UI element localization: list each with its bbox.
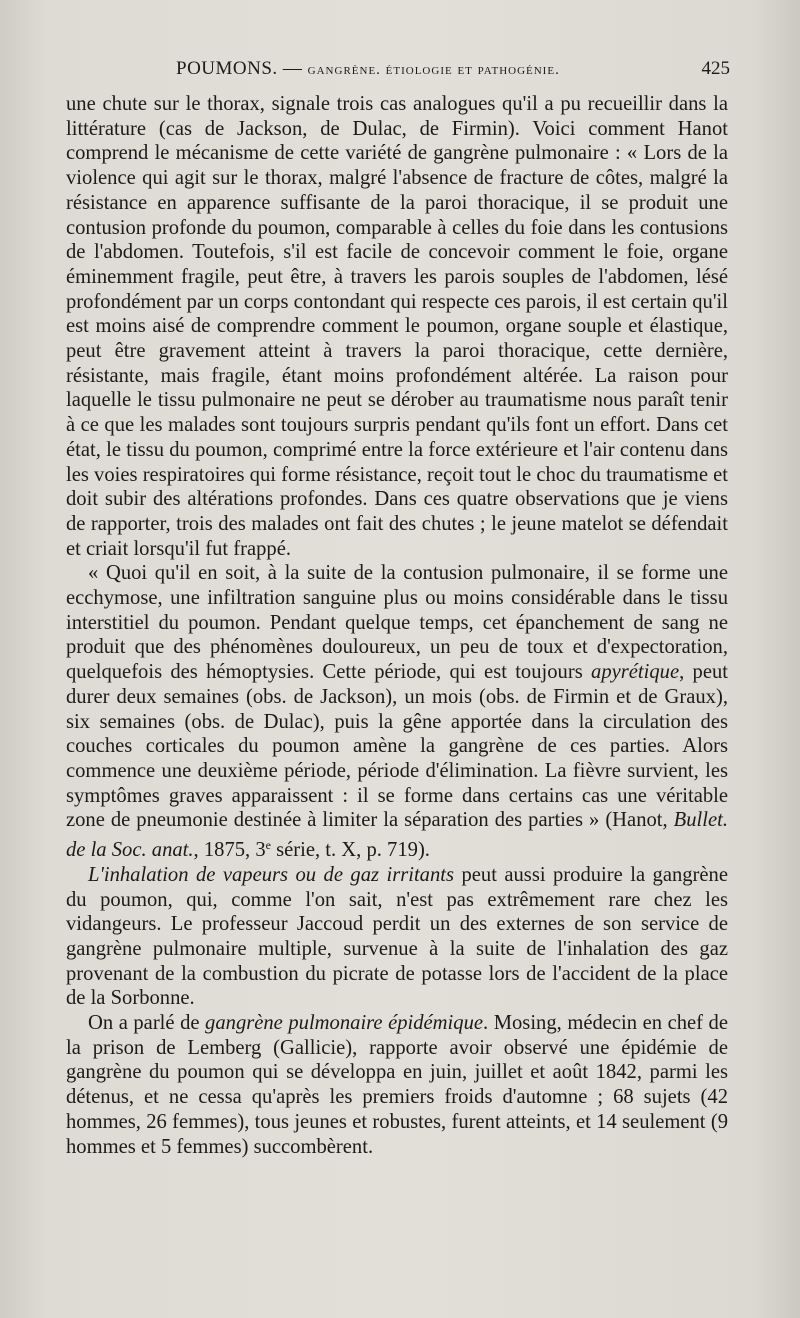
paragraph-4-italic-heading: gangrène pulmonaire épidémique xyxy=(205,1012,484,1035)
paragraph-2-superscript: e xyxy=(265,838,271,853)
paragraph-2 xyxy=(66,561,728,862)
running-header xyxy=(66,58,730,86)
paragraph-4-text-b: . Mosing, médecin en chef de la prison de Lemberg (Gallicie), rapporte avoir observé une épidémie de gangrène du poumon qui se développa en juin, juillet et août 1842, parmi les détenus, et ne cessa qu'après les premiers froids d'automne ; 68 sujets (42 hommes, 26 femmes), tous jeunes et robustes, furent atteints, et 14 seulement (9 hommes et 5 femmes) succombèrent. xyxy=(66,1012,728,1158)
paragraph-2-text-d: série, t. X, p. 719). xyxy=(270,839,430,862)
section-title: POUMONS. xyxy=(176,58,278,79)
running-title xyxy=(176,58,560,80)
paragraph-2-italic-citation: Bullet. de la Soc. anat. xyxy=(66,809,728,862)
paragraph-4-text-a: On a parlé de xyxy=(88,1012,206,1035)
page-number: 425 xyxy=(701,58,730,79)
paragraph-3 xyxy=(66,863,728,1011)
paragraph-4 xyxy=(66,1011,728,1159)
body-text xyxy=(66,92,728,1159)
paragraph-3-text: peut aussi produire la gangrène du poumon, qui, comme l'on sait, n'est pas extrêmement rare chez les vidangeurs. Le professeur Jaccoud perdit un des externes de son service de gangrène pulmonaire multiple, survenue à la suite de l'inhalation des gaz provenant de la combustion du picrate de potasse lors de l'accident de la place de la Sorbonne. xyxy=(66,863,728,1010)
paragraph-2-text-b: , peut durer deux semaines (obs. de Jackson), un mois (obs. de Firmin et de Graux), six semaines (obs. de Dulac), puis la gêne apportée dans la circulation des couches corticales du poumon amène la gangrène de ces parties. Alors commence une deuxième période, période d'élimination. La fièvre survient, les symptômes graves apparaissent : il se forme dans certains cas une véritable zone de pneumonie destinée à limiter la séparation des parties » (Hanot, xyxy=(66,661,728,832)
section-subtitle: gangrène. étiologie et pathogénie. xyxy=(307,62,560,78)
paragraph-2-italic-apyretique: apyrétique xyxy=(591,661,680,684)
header-dash: — xyxy=(277,58,308,79)
paragraph-3-italic-heading: L'inhalation de vapeurs ou de gaz irritants xyxy=(88,863,455,886)
paragraph-1: une chute sur le thorax, signale trois cas analogues qu'il a pu recueillir dans la littérature (cas de Jackson, de Dulac, de Firmin). Voici comment Hanot comprend le mécanisme de cette variété de gangrène pulmonaire : « Lors de la violence qui agit sur le thorax, malgré l'absence de fracture de côtes, malgré la résistance en apparence suffisante de la paroi thoracique, il se produit une contusion profonde du poumon, comparable à celles du foie dans les contusions de l'abdomen. Toutefois, s'il est facile de concevoir comment le foie, organe éminemment fragile, peut être, à travers les parois souples de l'abdomen, lésé profondément par un corps contondant qui respecte ces parois, il est certain qu'il est moins aisé de comprendre comment le poumon, organe souple et élastique, peut être gravement atteint à travers la paroi thoracique, cette dernière, résistante, mais fragile, étant moins profondément altérée. La raison pour laquelle le tissu pulmonaire ne peut se dérober au traumatisme nous paraît tenir à ce que les malades sont toujours surpris pendant qu'ils font un effort. Dans cet état, le tissu du poumon, comprimé entre la force extérieure et l'air contenu dans les voies respiratoires qui forme résistance, reçoit tout le choc du traumatisme et doit subir des altérations profondes. Dans ces quatre observations que je viens de rapporter, trois des malades ont fait des chutes ; le jeune matelot se défendait et criait lorsqu'il fut frappé. xyxy=(66,93,728,560)
paragraph-2-text-a: « Quoi qu'il en soit, à la suite de la contusion pulmonaire, il se forme une ecchymose, une infiltration sanguine plus ou moins considérable dans le tissu interstitiel du poumon. Pendant quelque temps, cet épanchement de sang ne produit que des phénomènes douloureux, un peu de toux et d'expectoration, quelquefois des hémoptysies. Cette période, qui est toujours xyxy=(66,562,728,684)
paragraph-2-text-c: , 1875, 3 xyxy=(193,839,266,862)
